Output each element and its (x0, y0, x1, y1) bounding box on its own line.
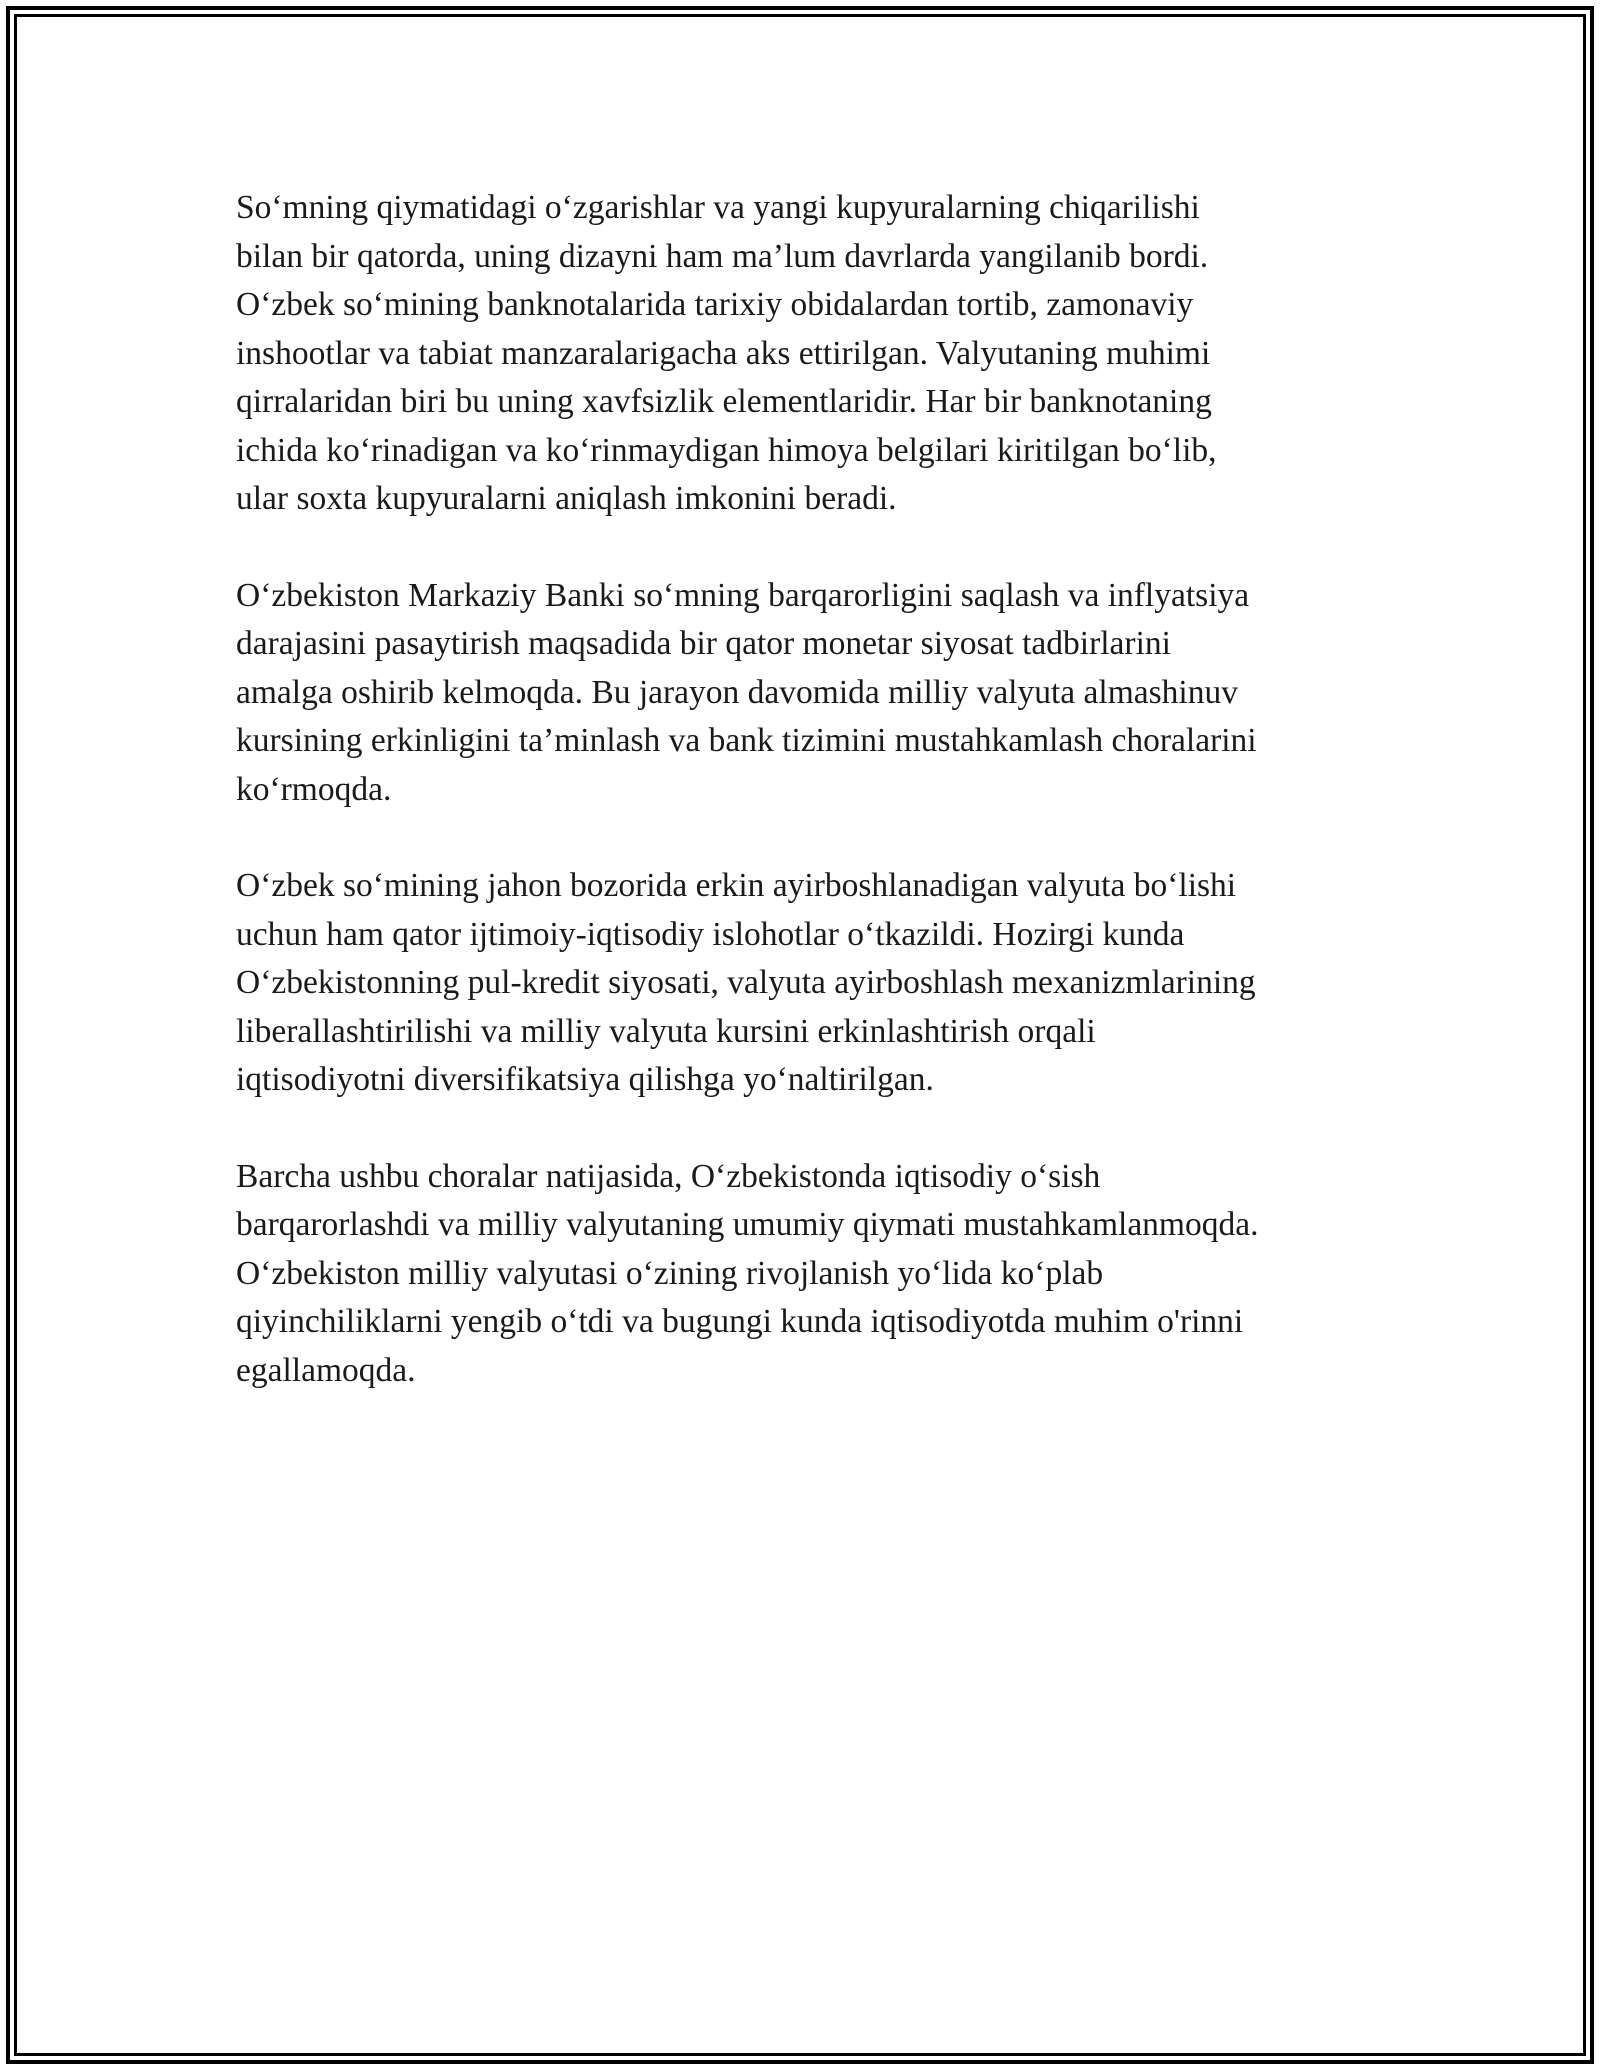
paragraph-3: O‘zbek so‘mining jahon bozorida erkin ayirboshlanadigan valyuta bo‘lishi uchun ham qator ijtimoiy-iqtisodiy islohotlar o‘tkazildi. Hozirgi kunda O‘zbekistonning pul-kredit siyosati, valyuta ayirboshlash mexanizmlarining liberallashtirilishi va milliy valyuta kursini erkinlashtirish orqali iqtisodiyotni diversifikatsiya qilishga yo‘naltirilgan. (236, 867, 1256, 1098)
paragraph-2: O‘zbekiston Markaziy Banki so‘mning barqarorligini saqlash va inflyatsiya darajasini pasaytirish maqsadida bir qator monetar siyosat tadbirlarini amalga oshirib kelmoqda. Bu jarayon davomida milliy valyuta almashinuv kursining erkinligini ta’minlash va bank tizimini mustahkamlash choralarini ko‘rmoqda. (236, 576, 1257, 808)
document-body (236, 184, 1376, 1443)
paragraph-1: So‘mning qiymatidagi o‘zgarishlar va yangi kupyuralarning chiqarilishi bilan bir qatorda, uning dizayni ham ma’lum davrlarda yangilanib bordi. O‘zbek so‘mining banknotalarida tarixiy obidalardan tortib, zamonaviy inshootlar va tabiat manzaralarigacha aks ettirilgan. Valyutaning muhimi qirralaridan biri bu uning xavfsizlik elementlaridir. Har bir banknotaning ichida ko‘rinadigan va ko‘rinmaydigan himoya belgilari kiritilgan bo‘lib, ular soxta kupyuralarni aniqlash imkonini beradi. (236, 189, 1217, 517)
paragraph-4: Barcha ushbu choralar natijasida, O‘zbekistonda iqtisodiy o‘sish barqarorlashdi va milliy valyutaning umumiy qiymati mustahkamlanmoqda. O‘zbekiston milliy valyutasi o‘zining rivojlanish yo‘lida ko‘plab qiyinchiliklarni yengib o‘tdi va bugungi kunda iqtisodiyotda muhim o'rinni egallamoqda. (236, 1157, 1259, 1389)
